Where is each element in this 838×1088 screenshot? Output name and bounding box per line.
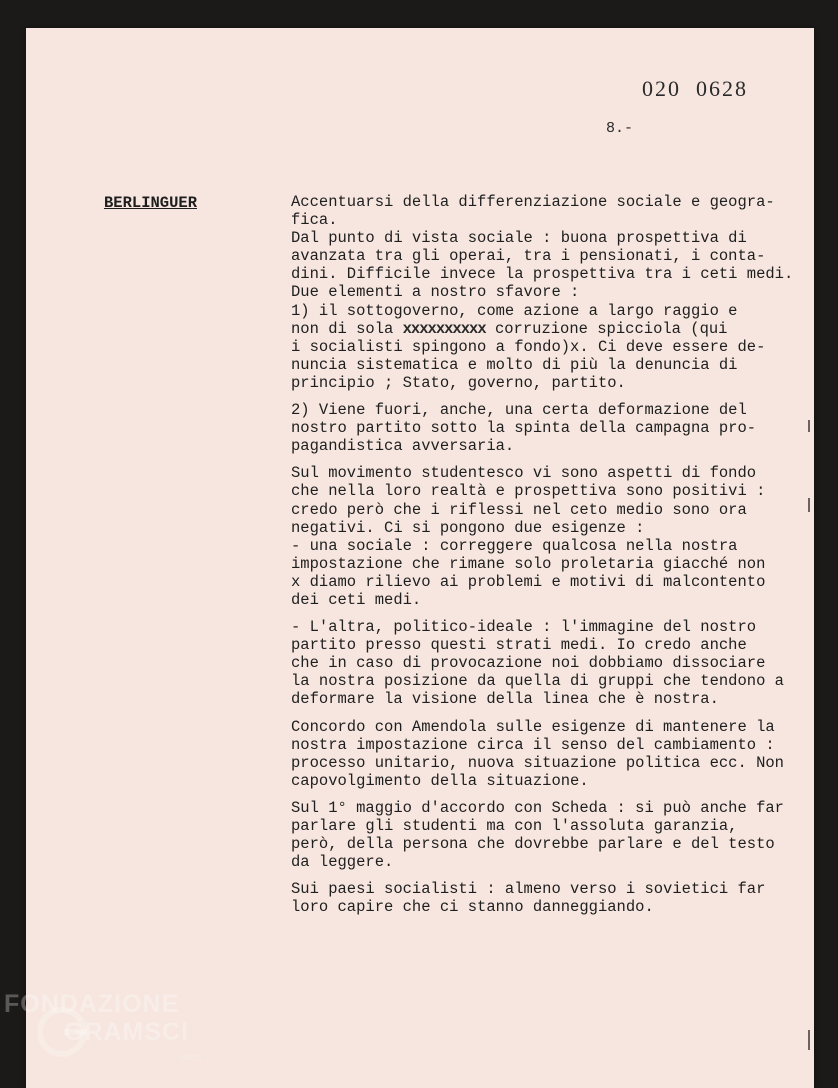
text-line: pagandistica avversaria. [291, 437, 515, 456]
text-line: impostazione che rimane solo proletaria giacché non [291, 554, 766, 573]
text-line: i socialisti spingono a fondo)x. Ci deve essere de- [291, 337, 766, 356]
paragraph-3 [291, 464, 806, 609]
minutes-text [291, 193, 806, 916]
archive-code: 020 0628 [642, 76, 748, 101]
text-line: processo unitario, nuova situazione politica ecc. Non [291, 753, 784, 772]
text-line: Sui paesi socialisti : almeno verso i sovietici far [291, 880, 766, 899]
text-line: Dal punto di vista sociale : buona prospettiva di [291, 229, 747, 248]
page-number: 8.- [606, 120, 634, 137]
text-line: negativi. Ci si pongono due esigenze : [291, 518, 645, 537]
text-line: loro capire che ci stanno danneggiando. [291, 898, 654, 917]
watermark-subtitle: GRAMSCI [64, 1018, 190, 1046]
text-line: fica. [291, 211, 338, 230]
paragraph-4 [291, 618, 806, 708]
text-line: - L'altra, politico-ideale : l'immagine del nostro [291, 618, 757, 637]
speaker-name: BERLINGUER [104, 194, 198, 212]
text-line: dini. Difficile invece la prospettiva tra i ceti medi. [291, 265, 794, 284]
text-line: che nella loro realtà e prospettiva sono positivi : [291, 482, 766, 501]
paragraph-7 [291, 880, 806, 916]
text-line: parlare gli studenti ma con l'assoluta garanzia, [291, 817, 738, 835]
text-line: Due elementi a nostro sfavore : [291, 283, 580, 302]
text-line: 1) il sottogoverno, come azione a largo raggio e [291, 301, 738, 320]
paragraph-2 [291, 401, 806, 455]
text-line: Accentuarsi della differenziazione sociale e geogra- [291, 193, 775, 211]
margin-mark [808, 498, 810, 512]
paragraph-5 [291, 718, 806, 790]
text-line: 2) Viene fuori, anche, una certa deformazione del [291, 401, 747, 420]
text-line: però, della persona che dovrebbe parlare e del testo [291, 835, 775, 854]
text-line: avanzata tra gli operai, tra i pensionati, i conta- [291, 247, 766, 266]
fondazione-gramsci-watermark [4, 990, 224, 1072]
text-line: nostro partito sotto la spinta della campagna pro- [291, 419, 757, 438]
text-line: deformare la visione della linea che è nostra. [291, 690, 719, 709]
text-line: nostra impostazione circa il senso del cambiamento : [291, 735, 775, 754]
text-line: da leggere. [291, 853, 394, 872]
text-line: la nostra posizione da quella di gruppi che tendono a [291, 672, 784, 691]
text-line: partito presso questi strati medi. Io credo anche [291, 636, 747, 655]
text-line: Sul 1° maggio d'accordo con Scheda : si può anche far [291, 798, 784, 817]
text-line: credo però che i riflessi nel ceto medio sono ora [291, 500, 747, 519]
text-line: - una sociale : correggere qualcosa nella nostra [291, 536, 738, 555]
text-line-with-strikeout [291, 320, 806, 338]
text-line: che in caso di provocazione noi dobbiamo dissociare [291, 654, 766, 673]
text-line: principio ; Stato, governo, partito. [291, 373, 626, 392]
text-fragment: corruzione spicciola (qui [485, 319, 728, 338]
paragraph-6 [291, 799, 806, 871]
watermark-title: FONDAZIONE [4, 990, 180, 1018]
text-line: capovolgimento della situazione. [291, 771, 589, 790]
paragraph-1 [291, 193, 806, 392]
text-line: Sul movimento studentesco vi sono aspetti di fondo [291, 464, 757, 483]
text-line: nuncia sistematica e molto di più la denuncia di [291, 355, 738, 374]
margin-mark [808, 420, 810, 432]
text-fragment: non di sola [291, 319, 403, 338]
text-line: Concordo con Amendola sulle esigenze di mantenere la [291, 717, 775, 736]
text-line: x diamo rilievo ai problemi e motivi di malcontento [291, 572, 766, 591]
struck-out-text: xxxxxxxxxx [402, 319, 486, 338]
watermark-onlus: onlus [180, 1052, 202, 1062]
margin-mark [808, 1030, 810, 1050]
text-line: dei ceti medi. [291, 590, 422, 609]
